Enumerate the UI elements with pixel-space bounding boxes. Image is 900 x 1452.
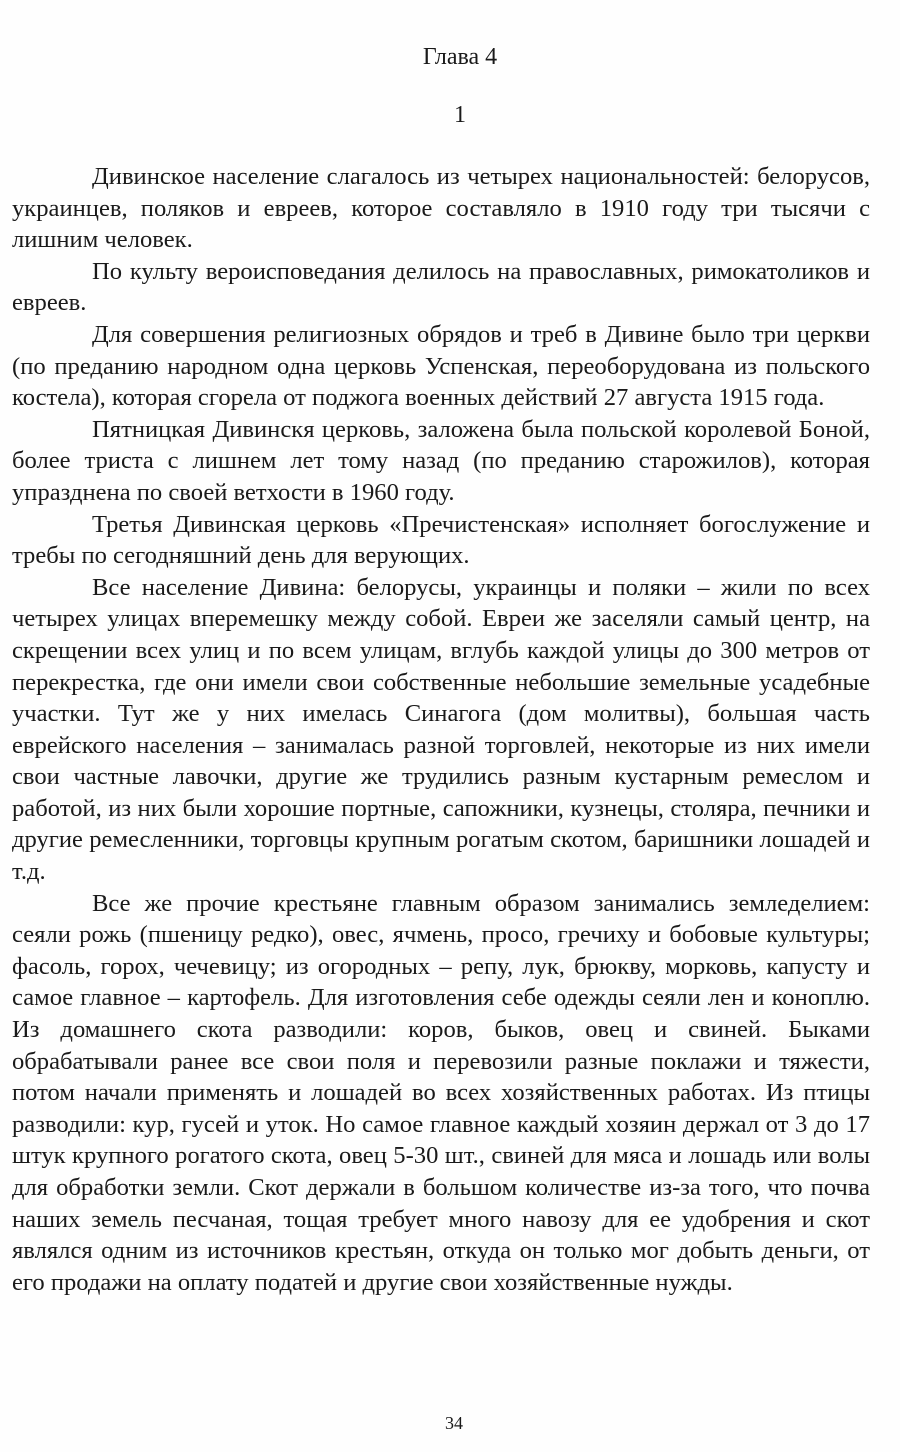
paragraph: По культу вероисповедания делилось на православных, римокатоликов и евреев.	[12, 257, 870, 317]
paragraph: Третья Дивинская церковь «Пречистенская» исполняет богослужение и требы по сегодняшний день для верующих.	[12, 510, 870, 570]
paragraph: Все же прочие крестьяне главным образом занимались земледелием: сеяли рожь (пшеницу редко), овес, ячмень, просо, гречиху и бобовые культуры; фасоль, горох, чечевицу; из огородных – репу, лук, брюкву, морковь, капусту и самое главное – картофель. Для изготовления себе одежды сеяли лен и коноплю. Из домашнего скота разводили: коров, быков, овец и свиней. Быками обрабатывали ранее все свои поля и перевозили разные поклажи и тяжести, потом начали применять и лошадей во всех хозяйственных работах. Из птицы разводили: кур, гусей и уток. Но самое главное каждый хозяин держал от 3 до 17 штук крупного рогатого скота, овец 5-30 шт., свиней для мяса и лошадь или волы для обработки земли. Скот держали в большом количестве из-за того, что почва наших земель песчаная, тощая требует много навозу для ее удобрения и скот являлся одним из источников крестьян, откуда он только мог добыть деньги, от его продажи на оплату податей и другие свои хозяйственные нужды.	[12, 889, 870, 1296]
paragraph: Все население Дивина: белорусы, украинцы и поляки – жили по всех четырех улицах вперемешку между собой. Евреи же заселяли самый центр, на скрещении всех улиц и по всем улицам, вглубь каждой улицы до 300 метров от перекрестка, где они имели свои собственные небольшие земельные усадебные участки. Тут же у них имелась Синагога (дом молитвы), большая часть еврейского населения – занималась разной торговлей, некоторые из них имели свои частные лавочки, другие же трудились разным кустарным ремеслом и работой, из них были хорошие портные, сапожники, кузнецы, столяра, печники и другие ремесленники, торговцы крупным рогатым скотом, баришники лошадей и т.д.	[12, 573, 870, 886]
body-text	[12, 161, 870, 1298]
paragraph: Пятницкая Дивинскя церковь, заложена была польской королевой Боной, более триста с лишнем лет тому назад (по преданию старожилов), которая упразднена по своей ветхости в 1960 году.	[12, 415, 870, 506]
section-number: 1	[454, 102, 466, 128]
paragraph: Для совершения религиозных обрядов и треб в Дивине было три церкви (по преданию народном одна церковь Успенская, переоборудована из польского костела), которая сгорела от поджога военных действий 27 августа 1915 года.	[12, 320, 870, 412]
chapter-title: Глава 4	[422, 44, 498, 70]
paragraph: Дивинское население слагалось из четырех национальностей: белорусов, украинцев, поляков и евреев, которое составляло в 1910 году три тысячи с лишним человек.	[12, 163, 870, 254]
page-number: 34	[445, 1413, 463, 1433]
